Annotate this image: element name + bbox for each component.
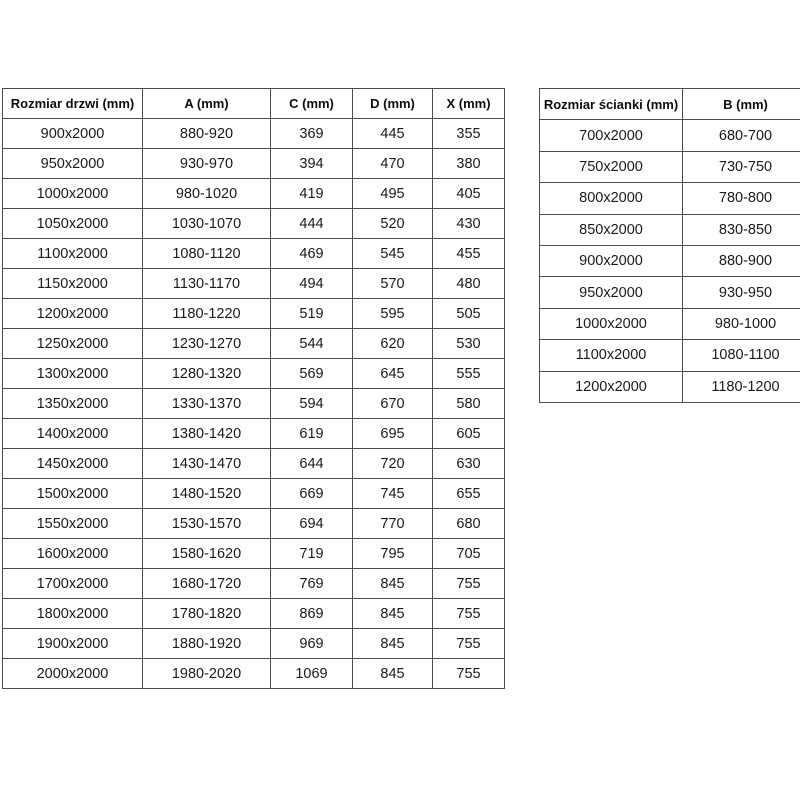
table-cell: 1680-1720	[143, 569, 271, 599]
table-cell: 850x2000	[540, 214, 683, 245]
table-cell: 1230-1270	[143, 329, 271, 359]
table-cell: 620	[353, 329, 433, 359]
table-row	[3, 479, 505, 509]
table-cell: 1330-1370	[143, 389, 271, 419]
table-cell: 720	[353, 449, 433, 479]
table-row	[3, 239, 505, 269]
table-row	[540, 151, 800, 182]
table-cell: 1200x2000	[3, 299, 143, 329]
table-row	[3, 269, 505, 299]
column-header: X (mm)	[433, 89, 505, 119]
table-cell: 755	[433, 659, 505, 689]
table-cell: 980-1000	[683, 308, 800, 339]
column-header: D (mm)	[353, 89, 433, 119]
table-cell: 1180-1220	[143, 299, 271, 329]
table-cell: 545	[353, 239, 433, 269]
table-cell: 1350x2000	[3, 389, 143, 419]
table-cell: 670	[353, 389, 433, 419]
table-cell: 1100x2000	[3, 239, 143, 269]
table-cell: 755	[433, 629, 505, 659]
wall-sizes-table	[539, 88, 800, 403]
table-cell: 1300x2000	[3, 359, 143, 389]
table-cell: 569	[271, 359, 353, 389]
table-cell: 1080-1120	[143, 239, 271, 269]
table-cell: 680	[433, 509, 505, 539]
table-cell: 444	[271, 209, 353, 239]
table-cell: 470	[353, 149, 433, 179]
table-cell: 1430-1470	[143, 449, 271, 479]
table-cell: 1580-1620	[143, 539, 271, 569]
table-cell: 705	[433, 539, 505, 569]
table-row	[3, 599, 505, 629]
table-cell: 1380-1420	[143, 419, 271, 449]
table-cell: 630	[433, 449, 505, 479]
table-cell: 950x2000	[3, 149, 143, 179]
table-cell: 669	[271, 479, 353, 509]
table-row	[3, 209, 505, 239]
table-cell: 570	[353, 269, 433, 299]
table-cell: 605	[433, 419, 505, 449]
table-cell: 369	[271, 119, 353, 149]
table-cell: 880-920	[143, 119, 271, 149]
table-cell: 419	[271, 179, 353, 209]
table-cell: 1050x2000	[3, 209, 143, 239]
table-row	[540, 340, 800, 371]
table-cell: 1880-1920	[143, 629, 271, 659]
table-cell: 845	[353, 659, 433, 689]
table-cell: 900x2000	[540, 245, 683, 276]
table-cell: 845	[353, 569, 433, 599]
table-cell: 645	[353, 359, 433, 389]
table-row	[3, 449, 505, 479]
table-cell: 845	[353, 629, 433, 659]
table-cell: 480	[433, 269, 505, 299]
table-cell: 1069	[271, 659, 353, 689]
table-cell: 680-700	[683, 120, 800, 151]
table-cell: 950x2000	[540, 277, 683, 308]
table-cell: 494	[271, 269, 353, 299]
table-cell: 750x2000	[540, 151, 683, 182]
table-cell: 469	[271, 239, 353, 269]
table-cell: 695	[353, 419, 433, 449]
table-row	[3, 329, 505, 359]
table-cell: 1100x2000	[540, 340, 683, 371]
table-cell: 1400x2000	[3, 419, 143, 449]
table-cell: 719	[271, 539, 353, 569]
table-cell: 1980-2020	[143, 659, 271, 689]
table-cell: 394	[271, 149, 353, 179]
table-cell: 745	[353, 479, 433, 509]
table-cell: 530	[433, 329, 505, 359]
table-cell: 1200x2000	[540, 371, 683, 402]
table-cell: 1700x2000	[3, 569, 143, 599]
table-cell: 1280-1320	[143, 359, 271, 389]
column-header: C (mm)	[271, 89, 353, 119]
table-cell: 580	[433, 389, 505, 419]
table-row	[540, 277, 800, 308]
table-cell: 380	[433, 149, 505, 179]
table-cell: 845	[353, 599, 433, 629]
table-cell: 1000x2000	[3, 179, 143, 209]
table-cell: 1000x2000	[540, 308, 683, 339]
table-cell: 694	[271, 509, 353, 539]
table-cell: 930-970	[143, 149, 271, 179]
table-row	[540, 214, 800, 245]
column-header: Rozmiar drzwi (mm)	[3, 89, 143, 119]
table-cell: 980-1020	[143, 179, 271, 209]
table-cell: 1600x2000	[3, 539, 143, 569]
table-cell: 1150x2000	[3, 269, 143, 299]
table-cell: 405	[433, 179, 505, 209]
column-header: Rozmiar ścianki (mm)	[540, 89, 683, 120]
column-header: A (mm)	[143, 89, 271, 119]
table-row	[3, 539, 505, 569]
table-cell: 644	[271, 449, 353, 479]
table-cell: 1450x2000	[3, 449, 143, 479]
table-cell: 519	[271, 299, 353, 329]
table-cell: 555	[433, 359, 505, 389]
table-cell: 505	[433, 299, 505, 329]
table-cell: 1530-1570	[143, 509, 271, 539]
table-row	[3, 119, 505, 149]
table-cell: 969	[271, 629, 353, 659]
table-row	[540, 120, 800, 151]
table-row	[3, 659, 505, 689]
table-cell: 1250x2000	[3, 329, 143, 359]
table-cell: 930-950	[683, 277, 800, 308]
table-cell: 544	[271, 329, 353, 359]
table-row	[540, 245, 800, 276]
table-cell: 880-900	[683, 245, 800, 276]
table-row	[3, 389, 505, 419]
table-row	[540, 308, 800, 339]
table-cell: 770	[353, 509, 433, 539]
table-row	[3, 569, 505, 599]
table-row	[3, 299, 505, 329]
table-cell: 1480-1520	[143, 479, 271, 509]
table-cell: 869	[271, 599, 353, 629]
table-cell: 520	[353, 209, 433, 239]
table-cell: 755	[433, 569, 505, 599]
table-cell: 619	[271, 419, 353, 449]
table-cell: 495	[353, 179, 433, 209]
table-row	[3, 149, 505, 179]
table-cell: 2000x2000	[3, 659, 143, 689]
table-cell: 900x2000	[3, 119, 143, 149]
table-cell: 1900x2000	[3, 629, 143, 659]
table-cell: 1780-1820	[143, 599, 271, 629]
table-row	[540, 183, 800, 214]
table-cell: 1080-1100	[683, 340, 800, 371]
table-row	[3, 629, 505, 659]
table-cell: 430	[433, 209, 505, 239]
table-cell: 755	[433, 599, 505, 629]
table-row	[3, 359, 505, 389]
table-cell: 594	[271, 389, 353, 419]
table-cell: 1800x2000	[3, 599, 143, 629]
table-cell: 595	[353, 299, 433, 329]
table-cell: 1500x2000	[3, 479, 143, 509]
table-cell: 700x2000	[540, 120, 683, 151]
header-row	[3, 89, 505, 119]
table-cell: 655	[433, 479, 505, 509]
table-cell: 830-850	[683, 214, 800, 245]
table-row	[540, 371, 800, 402]
table-cell: 1180-1200	[683, 371, 800, 402]
table-cell: 800x2000	[540, 183, 683, 214]
table-row	[3, 509, 505, 539]
table-cell: 455	[433, 239, 505, 269]
table-cell: 730-750	[683, 151, 800, 182]
table-cell: 355	[433, 119, 505, 149]
header-row	[540, 89, 800, 120]
table-cell: 780-800	[683, 183, 800, 214]
table-cell: 795	[353, 539, 433, 569]
table-row	[3, 419, 505, 449]
table-cell: 445	[353, 119, 433, 149]
table-cell: 1130-1170	[143, 269, 271, 299]
table-cell: 769	[271, 569, 353, 599]
column-header: B (mm)	[683, 89, 800, 120]
table-row	[3, 179, 505, 209]
table-cell: 1030-1070	[143, 209, 271, 239]
door-sizes-table	[2, 88, 505, 689]
table-cell: 1550x2000	[3, 509, 143, 539]
